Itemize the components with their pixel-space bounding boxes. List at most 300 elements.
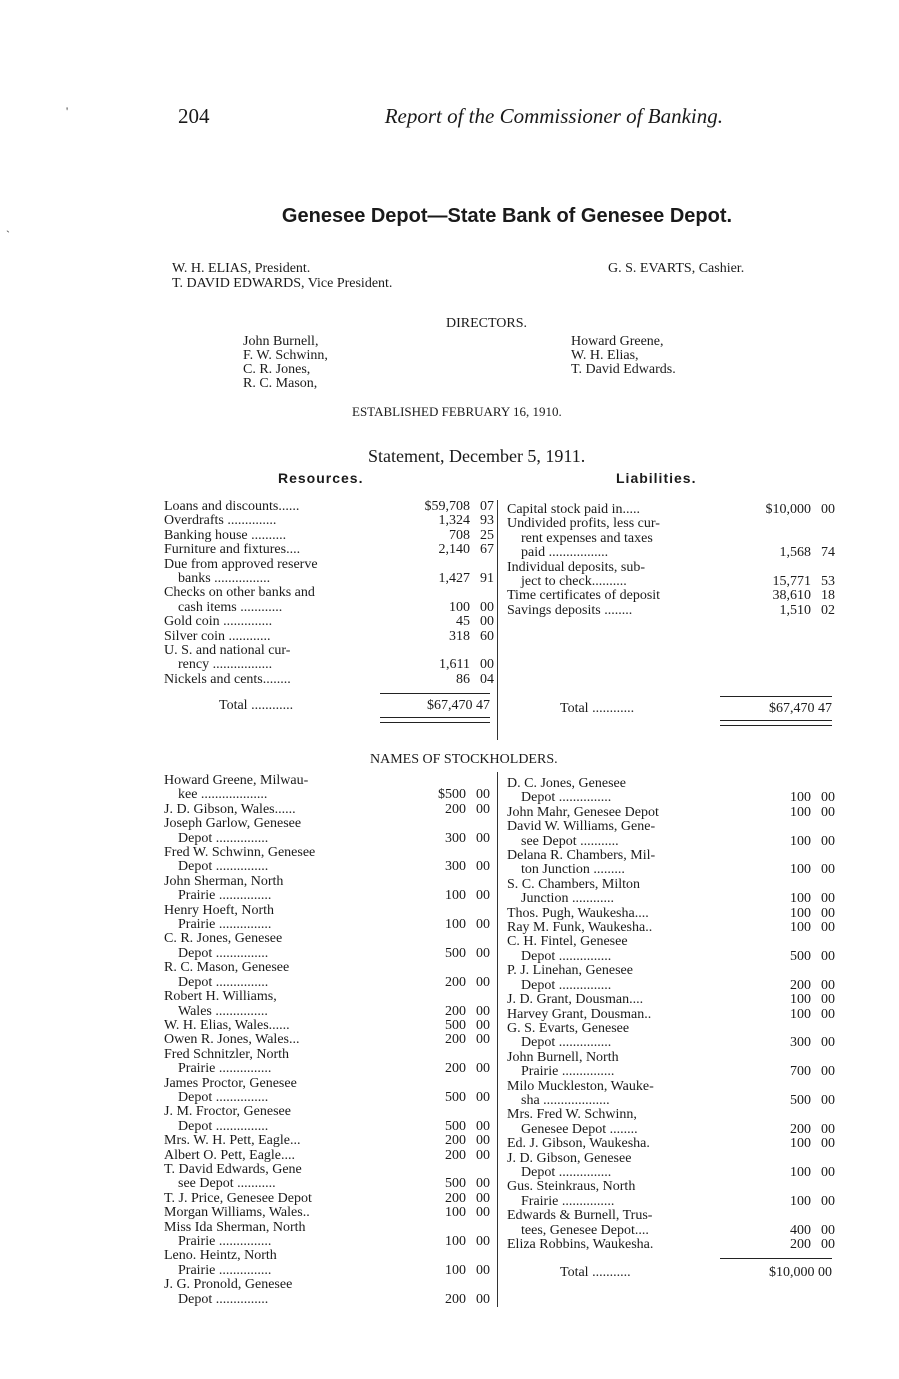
stockholders-total-row <box>560 1265 832 1281</box>
name-line: ton Junction ......... <box>521 862 625 878</box>
stockholder-name <box>507 935 727 964</box>
line-label: banks ................ <box>178 571 271 587</box>
line-label: Checks on other banks and <box>164 585 315 601</box>
amount-cents: 60 <box>480 628 494 644</box>
stockholder-name <box>507 907 727 921</box>
amount-cents: 00 <box>476 787 490 803</box>
stockholder-amount <box>790 1036 835 1050</box>
amount-dollars: 708 <box>449 527 470 543</box>
amount-cents: 00 <box>476 1017 490 1033</box>
name-line: Prairie ............... <box>178 1234 272 1249</box>
amount-cents: 00 <box>476 1061 490 1077</box>
stockholder-amount <box>790 892 835 906</box>
amount-cents: 00 <box>476 1147 490 1163</box>
established-date: ESTABLISHED FEBRUARY 16, 1910. <box>352 404 562 419</box>
amount-cents: 00 <box>476 1262 490 1278</box>
amount-cents: 00 <box>476 859 490 875</box>
amount-dollars: 100 <box>790 905 811 921</box>
stockholders-total-rule <box>720 1258 832 1259</box>
stockholder-amount <box>445 1149 490 1163</box>
stockholder-name <box>507 1137 727 1151</box>
stockholder-row <box>164 990 490 1019</box>
name-line: G. S. Evarts, Genesee <box>507 1020 630 1036</box>
name-line: Depot ............... <box>521 1164 612 1180</box>
stockholder-row <box>164 1249 490 1278</box>
stockholder-name <box>164 961 384 990</box>
amount-dollars: 100 <box>445 1234 466 1249</box>
name-line: Depot ............... <box>521 790 612 806</box>
amount-dollars: 100 <box>790 891 811 907</box>
stockholder-row <box>164 1149 490 1163</box>
stockholder-amount <box>790 1166 835 1180</box>
stockholder-amount <box>445 889 490 903</box>
amount-dollars: 200 <box>790 1237 811 1252</box>
stockholder-name <box>164 1278 384 1307</box>
amount-dollars: 100 <box>449 599 470 615</box>
stockholder-row <box>507 777 835 806</box>
liabilities-total-double-rule <box>720 720 832 726</box>
name-line: Prairie ............... <box>178 1061 272 1077</box>
line-label: Individual deposits, sub- <box>507 559 646 575</box>
stockholder-amount <box>790 1195 835 1209</box>
director-name: T. David Edwards. <box>571 362 676 377</box>
stockholder-amount <box>790 907 835 921</box>
liability-row <box>507 589 835 603</box>
amount-dollars: 86 <box>456 671 470 687</box>
stockholder-row <box>507 1080 835 1109</box>
name-line: Prairie ............... <box>178 888 272 904</box>
liabilities-total-rule <box>720 696 832 697</box>
name-line: Prairie ............... <box>178 1262 272 1278</box>
stockholder-amount <box>445 918 490 932</box>
resources-total-row <box>219 698 490 714</box>
amount-cents: 00 <box>821 502 835 517</box>
amount-dollars: 200 <box>445 1133 466 1149</box>
amount-cents: 00 <box>476 1133 490 1149</box>
name-line: John Mahr, Genesee Depot <box>507 804 659 820</box>
name-line: sha ................... <box>521 1092 610 1108</box>
bank-title: Genesee Depot—State Bank of Genesee Depot. <box>281 205 733 227</box>
amount-cents: 00 <box>480 599 494 615</box>
stockholder-name <box>507 921 727 935</box>
stockholder-amount <box>445 1293 490 1307</box>
page-number: 204 <box>178 104 210 128</box>
stockholder-row <box>164 1033 490 1047</box>
amount-cents: 00 <box>476 917 490 933</box>
stockholder-row <box>164 961 490 990</box>
amount-dollars: 300 <box>445 830 466 846</box>
line-label: U. S. and national cur- <box>164 643 291 659</box>
amount-cents: 00 <box>476 1291 490 1307</box>
name-line: see Depot ........... <box>521 833 619 849</box>
name-line: Ray M. Funk, Waukesha.. <box>507 920 653 936</box>
stockholder-name <box>164 1019 384 1033</box>
stockholder-row <box>164 846 490 875</box>
amount-dollars: 100 <box>445 1262 466 1278</box>
name-line: D. C. Jones, Genesee <box>507 776 626 791</box>
stockholder-name <box>507 964 727 993</box>
stockholder-name <box>164 904 384 933</box>
resource-row <box>164 500 494 514</box>
vice-president: T. DAVID EDWARDS, Vice President. <box>172 276 393 291</box>
stockholders-total-amount: $10,000 00 <box>769 1265 832 1280</box>
amount-dollars: 200 <box>445 801 466 817</box>
running-title: Report of the Commissioner of Banking. <box>384 104 723 128</box>
amount-dollars: 100 <box>790 920 811 936</box>
stockholder-amount <box>445 947 490 961</box>
amount-dollars: 45 <box>456 614 470 630</box>
stockholder-row <box>507 907 835 921</box>
line-label: Savings deposits ........ <box>507 602 633 618</box>
officers-left <box>172 261 392 291</box>
line-amount <box>449 601 494 615</box>
stockholder-amount <box>445 1005 490 1019</box>
stockholder-row <box>164 1192 490 1206</box>
stockholder-amount <box>790 1094 835 1108</box>
stockholder-name <box>507 1152 727 1181</box>
stockholder-row <box>164 904 490 933</box>
amount-dollars: 100 <box>790 992 811 1008</box>
liability-row <box>507 561 835 590</box>
line-label: rency ................. <box>178 657 273 673</box>
name-line: Depot ............... <box>178 1291 269 1307</box>
name-line: Harvey Grant, Dousman.. <box>507 1006 652 1022</box>
resource-row <box>164 514 494 528</box>
page-header <box>178 104 723 134</box>
stockholder-name <box>507 777 727 806</box>
amount-dollars: 100 <box>445 888 466 904</box>
stockholder-row <box>507 806 835 820</box>
liability-row <box>507 517 835 560</box>
name-line: tees, Genesee Depot.... <box>521 1222 649 1238</box>
stockholder-amount <box>790 835 835 849</box>
resource-row <box>164 543 494 557</box>
name-line: Depot ............... <box>178 945 269 961</box>
line-label: Gold coin .............. <box>164 614 273 630</box>
name-line: Albert O. Pett, Eagle.... <box>164 1147 296 1163</box>
stockholder-name <box>164 1206 384 1220</box>
stockholder-name <box>164 1149 384 1163</box>
amount-dollars: 100 <box>790 804 811 820</box>
stockholder-amount <box>790 1137 835 1151</box>
amount-dollars: $59,708 <box>424 499 470 514</box>
name-line: Wales ............... <box>178 1003 268 1019</box>
stockholder-name <box>164 875 384 904</box>
amount-dollars: 200 <box>445 1190 466 1206</box>
stockholder-amount <box>445 803 490 817</box>
amount-dollars: 500 <box>445 1118 466 1134</box>
scan-speck: ' <box>66 104 69 118</box>
amount-dollars: $500 <box>438 787 466 803</box>
stockholder-amount <box>445 1033 490 1047</box>
amount-dollars: 100 <box>445 1205 466 1221</box>
line-amount <box>456 615 494 629</box>
name-line: Ed. J. Gibson, Waukesha. <box>507 1136 650 1152</box>
stockholder-name <box>164 1048 384 1077</box>
name-line: Depot ............... <box>178 859 269 875</box>
stockholder-amount <box>790 863 835 877</box>
stockholders-total-label: Total ........... <box>560 1265 631 1280</box>
amount-cents: 00 <box>821 977 835 993</box>
name-line: W. H. Elias, Wales...... <box>164 1017 290 1033</box>
stockholder-name <box>164 1077 384 1106</box>
stockholder-row <box>507 1008 835 1022</box>
amount-dollars: 500 <box>790 1092 811 1108</box>
resources-total-amount: $67,470 47 <box>427 698 490 713</box>
name-line: Prairie ............... <box>178 917 272 933</box>
amount-dollars: 500 <box>445 1017 466 1033</box>
stockholder-name <box>507 806 727 820</box>
stockholder-amount <box>790 806 835 820</box>
amount-cents: 00 <box>476 1205 490 1221</box>
stockholder-row <box>164 1221 490 1250</box>
line-amount <box>780 604 836 618</box>
line-label: Time certificates of deposit <box>507 588 661 604</box>
amount-cents: 00 <box>476 830 490 846</box>
stockholder-name <box>507 1051 727 1080</box>
amount-cents: 00 <box>480 657 494 673</box>
name-line: David W. Williams, Gene- <box>507 819 656 835</box>
stockholder-name <box>507 993 727 1007</box>
amount-cents: 53 <box>821 574 835 590</box>
stockholder-row <box>164 875 490 904</box>
amount-cents: 93 <box>480 513 494 529</box>
stockholder-name <box>164 1163 384 1192</box>
amount-cents: 00 <box>480 614 494 630</box>
name-line: Genesee Depot ........ <box>521 1121 638 1137</box>
amount-cents: 91 <box>480 571 494 587</box>
stockholder-amount <box>790 1123 835 1137</box>
name-line: Morgan Williams, Wales.. <box>164 1205 310 1221</box>
amount-dollars: 1,568 <box>779 545 811 561</box>
amount-dollars: $10,000 <box>765 502 811 517</box>
stockholder-row <box>164 1048 490 1077</box>
resource-row <box>164 529 494 543</box>
amount-cents: 00 <box>821 905 835 921</box>
name-line: Prairie ............... <box>521 1064 615 1080</box>
stockholder-row <box>507 1108 835 1137</box>
line-label: Overdrafts .............. <box>164 513 277 529</box>
liabilities-total-row <box>560 701 832 717</box>
amount-cents: 00 <box>476 888 490 904</box>
line-label: ject to check.......... <box>521 574 627 590</box>
amount-dollars: 100 <box>790 862 811 878</box>
stockholder-name <box>507 849 727 878</box>
stockholders-divider <box>497 772 498 1307</box>
name-line: Howard Greene, Milwau- <box>164 773 309 788</box>
stockholder-name <box>164 1192 384 1206</box>
amount-dollars: 38,610 <box>772 588 811 604</box>
stockholder-name <box>507 1080 727 1109</box>
stockholder-row <box>164 817 490 846</box>
name-line: Delana R. Chambers, Mil- <box>507 848 656 864</box>
name-line: kee ................... <box>178 787 268 803</box>
stockholder-amount <box>445 1019 490 1033</box>
stockholder-amount <box>438 788 490 802</box>
amount-cents: 00 <box>821 1121 835 1137</box>
resources-list <box>164 500 494 687</box>
stockholder-amount <box>790 1238 835 1252</box>
name-line: J. D. Grant, Dousman.... <box>507 992 644 1008</box>
name-line: Mrs. W. H. Pett, Eagle... <box>164 1133 301 1149</box>
resource-row <box>164 558 494 587</box>
director-name: Howard Greene, <box>571 334 664 349</box>
liabilities-list <box>507 503 835 618</box>
name-line: S. C. Chambers, Milton <box>507 876 641 892</box>
stockholder-amount <box>445 1120 490 1134</box>
amount-cents: 00 <box>476 1089 490 1105</box>
stockholder-row <box>507 964 835 993</box>
liabilities-heading: Liabilities. <box>616 470 697 486</box>
resource-row <box>164 644 494 673</box>
stockholder-name <box>507 820 727 849</box>
liability-row <box>507 604 835 618</box>
line-amount <box>439 514 495 528</box>
line-label: cash items ............ <box>178 599 283 615</box>
amount-dollars: 1,427 <box>438 571 470 587</box>
stockholder-amount <box>790 921 835 935</box>
stockholder-amount <box>445 860 490 874</box>
amount-dollars: 300 <box>445 859 466 875</box>
stockholder-name <box>507 1238 727 1252</box>
amount-dollars: 500 <box>445 945 466 961</box>
amount-dollars: 200 <box>445 1032 466 1048</box>
stockholder-amount <box>445 1206 490 1220</box>
president: W. H. ELIAS, President. <box>172 261 311 276</box>
directors-list-right <box>571 335 676 377</box>
line-amount <box>773 589 836 603</box>
director-name: John Burnell, <box>243 334 319 349</box>
liabilities-total-label: Total ............ <box>560 701 635 716</box>
line-amount <box>780 546 836 560</box>
amount-cents: 00 <box>476 1032 490 1048</box>
line-amount <box>439 543 495 557</box>
name-line: John Burnell, North <box>507 1049 619 1065</box>
amount-cents: 00 <box>821 862 835 878</box>
amount-dollars: 15,771 <box>772 574 811 590</box>
amount-dollars: 318 <box>449 628 470 644</box>
name-line: Thos. Pugh, Waukesha.... <box>507 905 649 921</box>
amount-cents: 00 <box>821 992 835 1008</box>
amount-dollars: 200 <box>445 1003 466 1019</box>
line-label: rent expenses and taxes <box>521 530 653 546</box>
amount-dollars: 300 <box>790 1035 811 1051</box>
stockholder-row <box>164 1278 490 1307</box>
line-label: Nickels and cents........ <box>164 671 291 687</box>
stockholder-row <box>507 1180 835 1209</box>
name-line: Eliza Robbins, Waukesha. <box>507 1237 654 1252</box>
line-label: Undivided profits, less cur- <box>507 516 660 532</box>
line-amount <box>439 658 494 672</box>
stockholder-name <box>507 1180 727 1209</box>
amount-dollars: 1,611 <box>439 657 470 673</box>
stockholder-row <box>507 1209 835 1238</box>
director-name: C. R. Jones, <box>243 362 311 377</box>
liabilities-total-amount: $67,470 47 <box>769 701 832 716</box>
directors-list-left <box>243 335 328 391</box>
stockholder-name <box>507 1108 727 1137</box>
amount-cents: 00 <box>821 1136 835 1152</box>
directors-heading: DIRECTORS. <box>446 316 528 331</box>
stockholder-row <box>507 1238 835 1252</box>
amount-cents: 00 <box>821 833 835 849</box>
name-line: Gus. Steinkraus, North <box>507 1179 636 1195</box>
name-line: T. J. Price, Genesee Depot <box>164 1190 312 1206</box>
name-line: C. R. Jones, Genesee <box>164 931 283 947</box>
director-name: R. C. Mason, <box>243 376 318 391</box>
amount-dollars: 100 <box>790 1136 811 1152</box>
amount-cents: 04 <box>480 671 494 687</box>
amount-dollars: 200 <box>790 977 811 993</box>
name-line: Depot ............... <box>178 974 269 990</box>
stockholder-amount <box>445 1091 490 1105</box>
stockholder-name <box>164 990 384 1019</box>
name-line: Depot ............... <box>521 948 612 964</box>
name-line: Fred W. Schwinn, Genesee <box>164 845 316 861</box>
amount-cents: 00 <box>821 790 835 806</box>
amount-cents: 00 <box>821 1092 835 1108</box>
stockholders-heading: NAMES OF STOCKHOLDERS. <box>370 752 558 767</box>
name-line: Edwards & Burnell, Trus- <box>507 1208 653 1224</box>
amount-cents: 00 <box>476 945 490 961</box>
stockholder-amount <box>790 791 835 805</box>
resources-total-label: Total ............ <box>219 698 294 713</box>
amount-cents: 00 <box>821 1164 835 1180</box>
amount-cents: 07 <box>480 499 494 514</box>
amount-cents: 02 <box>821 602 835 618</box>
resources-heading: Resources. <box>278 470 364 486</box>
amount-dollars: 1,324 <box>438 513 470 529</box>
stockholder-row <box>507 820 835 849</box>
amount-dollars: 200 <box>790 1121 811 1137</box>
stockholder-row <box>507 1152 835 1181</box>
stockholder-row <box>164 932 490 961</box>
stockholder-amount <box>445 1235 490 1249</box>
amount-dollars: 2,140 <box>438 542 470 558</box>
amount-dollars: 100 <box>790 1193 811 1209</box>
name-line: Depot ............... <box>178 830 269 846</box>
stockholder-amount <box>790 1065 835 1079</box>
amount-cents: 67 <box>480 542 494 558</box>
director-name: W. H. Elias, <box>571 348 639 363</box>
amount-cents: 00 <box>821 891 835 907</box>
name-line: J. M. Froctor, Genesee <box>164 1104 291 1120</box>
line-amount <box>456 673 494 687</box>
amount-dollars: 100 <box>790 1006 811 1022</box>
line-label: Silver coin ............ <box>164 628 271 644</box>
cashier: G. S. EVARTS, Cashier. <box>608 261 745 276</box>
stockholder-amount <box>445 976 490 990</box>
line-label: Capital stock paid in..... <box>507 502 640 517</box>
name-line: Miss Ida Sherman, North <box>164 1219 306 1235</box>
amount-dollars: 700 <box>790 1064 811 1080</box>
line-amount <box>766 503 836 517</box>
stockholder-name <box>164 846 384 875</box>
name-line: see Depot ........... <box>178 1176 276 1192</box>
stockholder-name <box>164 1033 384 1047</box>
name-line: P. J. Linehan, Genesee <box>507 963 633 979</box>
line-label: Furniture and fixtures.... <box>164 542 301 558</box>
stockholder-amount <box>445 832 490 846</box>
stockholder-name <box>507 1209 727 1238</box>
stockholder-name <box>164 1249 384 1278</box>
amount-dollars: 400 <box>790 1222 811 1238</box>
stockholder-row <box>507 849 835 878</box>
stockholder-amount <box>790 950 835 964</box>
name-line: Depot ............... <box>521 977 612 993</box>
name-line: Milo Muckleston, Wauke- <box>507 1078 654 1094</box>
amount-cents: 00 <box>821 1222 835 1238</box>
